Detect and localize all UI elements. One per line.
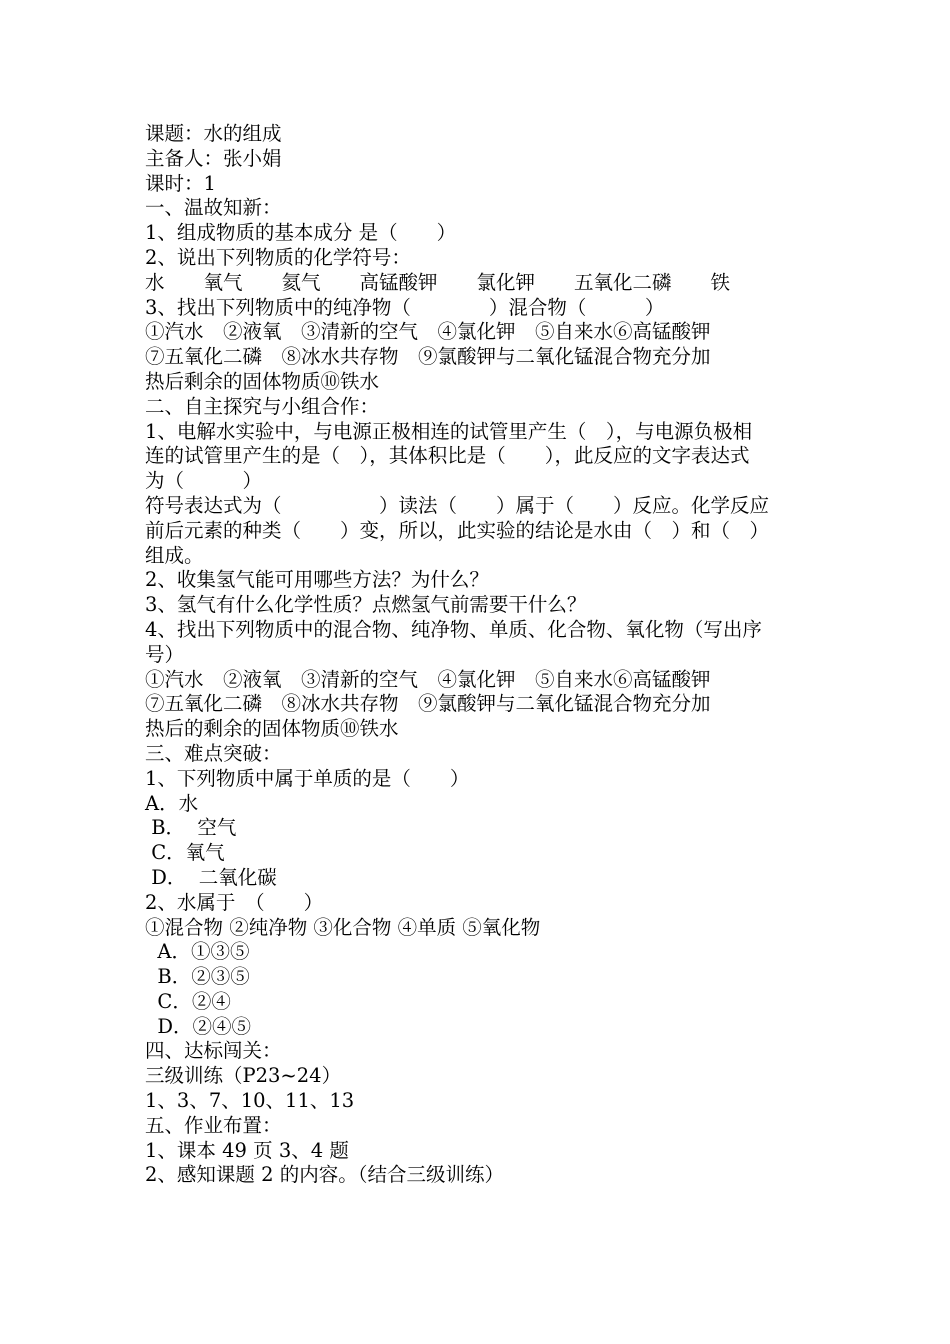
section-2-question-4-options: 热后的剩余的固体物质⑩铁水 xyxy=(145,717,399,741)
section-4-title: 四、达标闯关： xyxy=(145,1039,282,1063)
section-3-title: 三、难点突破： xyxy=(145,741,282,765)
choice-c: C．氧气 xyxy=(145,841,225,865)
section-2-question-2: 2、收集氢气能可用哪些方法？为什么？ xyxy=(145,568,489,592)
section-4-items: 1、3、7、10、11、13 xyxy=(145,1089,355,1113)
lesson-topic: 课题：水的组成 xyxy=(145,122,282,145)
section-5-title: 五、作业布置： xyxy=(145,1113,282,1137)
choice-a: A．①③⑤ xyxy=(145,940,250,964)
choice-d: D．②④⑤ xyxy=(145,1014,252,1038)
choice-b: B．②③⑤ xyxy=(145,965,250,989)
section-1-question-3: 3、找出下列物质中的纯净物（ ）混合物（ ） xyxy=(145,295,665,319)
lesson-preparer: 主备人：张小娟 xyxy=(145,146,282,170)
section-1-question-3-options: 热后剩余的固体物质⑩铁水 xyxy=(145,369,380,393)
worksheet-page xyxy=(145,122,825,1188)
section-4-source: 三级训练（P23~24） xyxy=(145,1064,342,1088)
choice-b: B． 空气 xyxy=(145,816,237,840)
section-3-question-2-items: ①混合物 ②纯净物 ③化合物 ④单质 ⑤氧化物 xyxy=(145,915,541,939)
section-3-question-2: 2、水属于 （ ） xyxy=(145,890,324,914)
section-1-question-2: 2、说出下列物质的化学符号： xyxy=(145,245,411,269)
section-1-title: 一、温故知新： xyxy=(145,196,282,220)
section-2-question-4: 号） xyxy=(145,642,185,666)
section-2-question-4-options: ①汽水 ②液氧 ③清新的空气 ④氯化钾 ⑤自来水⑥高锰酸钾 xyxy=(145,667,711,691)
section-1-question-2-items: 水 氧气 氦气 高锰酸钾 氯化钾 五氧化二磷 铁 xyxy=(145,270,731,294)
section-3-question-1: 1、下列物质中属于单质的是（ ） xyxy=(145,766,470,790)
section-2-question-3: 3、氢气有什么化学性质？点燃氢气前需要干什么？ xyxy=(145,593,587,617)
section-2-question-4: 4、找出下列物质中的混合物、纯净物、单质、化合物、氧化物（写出序 xyxy=(145,617,762,641)
section-2-question-4-options: ⑦五氧化二磷 ⑧冰水共存物 ⑨氯酸钾与二氧化锰混合物充分加 xyxy=(145,692,711,716)
section-2-question-1: 前后元素的种类（ ）变，所以，此实验的结论是水由（ ）和（ ） xyxy=(145,518,770,542)
section-1-question-3-options: ①汽水 ②液氧 ③清新的空气 ④氯化钾 ⑤自来水⑥高锰酸钾 xyxy=(145,320,711,344)
section-2-question-1: 为（ ） xyxy=(145,469,263,493)
choice-d: D． 二氧化碳 xyxy=(145,865,277,889)
section-2-question-1: 符号表达式为（ ）读法（ ）属于（ ）反应。化学反应 xyxy=(145,493,770,517)
lesson-period: 课时：1 xyxy=(145,171,216,195)
section-2-question-1: 组成。 xyxy=(145,543,204,567)
choice-a: A．水 xyxy=(145,791,199,815)
section-1-question-3-options: ⑦五氧化二磷 ⑧冰水共存物 ⑨氯酸钾与二氧化锰混合物充分加 xyxy=(145,345,711,369)
section-2-question-1: 1、电解水实验中，与电源正极相连的试管里产生（ ），与电源负极相 xyxy=(145,419,753,443)
homework-item-2: 2、感知课题 2 的内容。（结合三级训练） xyxy=(145,1163,504,1187)
section-2-question-1: 连的试管里产生的是（ ），其体积比是（ ），此反应的文字表达式 xyxy=(145,444,750,468)
section-2-title: 二、自主探究与小组合作： xyxy=(145,394,380,418)
section-1-question-1: 1、组成物质的基本成分 是（ ） xyxy=(145,221,457,245)
choice-c: C．②④ xyxy=(145,989,231,1013)
homework-item-1: 1、课本 49 页 3、4 题 xyxy=(145,1138,349,1162)
